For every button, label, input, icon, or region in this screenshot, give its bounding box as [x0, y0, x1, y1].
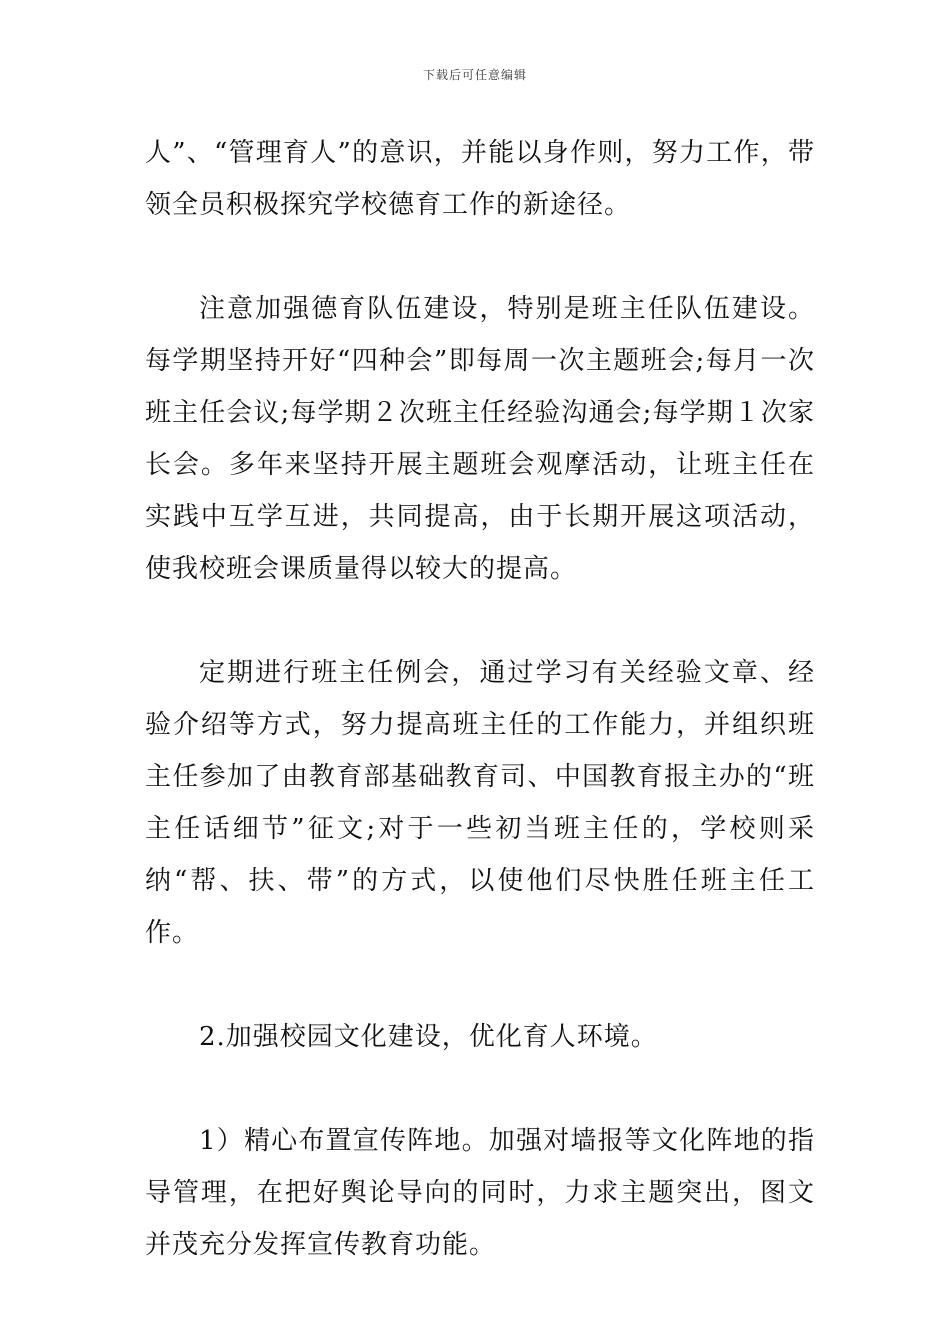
paragraph-publicity: 1）精心布置宣传阵地。加强对墙报等文化阵地的指导管理，在把好舆论导向的同时，力求主题突出，图文并茂充分发挥宣传教育功能。 — [145, 1126, 815, 1260]
header-note: 下载后可任意编辑 — [422, 68, 527, 82]
paragraph-regular-meetings: 定期进行班主任例会，通过学习有关经验文章、经验介绍等方式，努力提高班主任的工作能力，并组织班主任参加了由教育部基础教育司、中国教育报主办的“班主任话细节”征文;对于一些初当班主任的，学校则采纳“帮、扶、带”的方式，以使他们尽快胜任班主任工作。 — [145, 658, 815, 948]
paragraph-continuation: 人”、“管理育人”的意识，并能以身作则，努力工作，带领全员积极探究学校德育工作的新途径。 — [145, 138, 815, 220]
paragraph-team-building: 注意加强德育队伍建设，特别是班主任队伍建设。每学期坚持开好“四种会”即每周一次主题班会;每月一次班主任会议;每学期２次班主任经验沟通会;每学期１次家长会。多年来坚持开展主题班会观摩活动，让班主任在实践中互学互进，共同提高，由于长期开展这项活动，使我校班会课质量得以较大的提高。 — [145, 294, 815, 584]
document-body — [145, 127, 815, 1271]
paragraph-gap — [145, 1063, 815, 1115]
section-heading-campus-culture: 2.加强校园文化建设，优化育人环境。 — [199, 1022, 658, 1052]
paragraph-gap — [145, 231, 815, 283]
paragraph-gap — [145, 595, 815, 647]
paragraph-gap — [145, 959, 815, 1011]
